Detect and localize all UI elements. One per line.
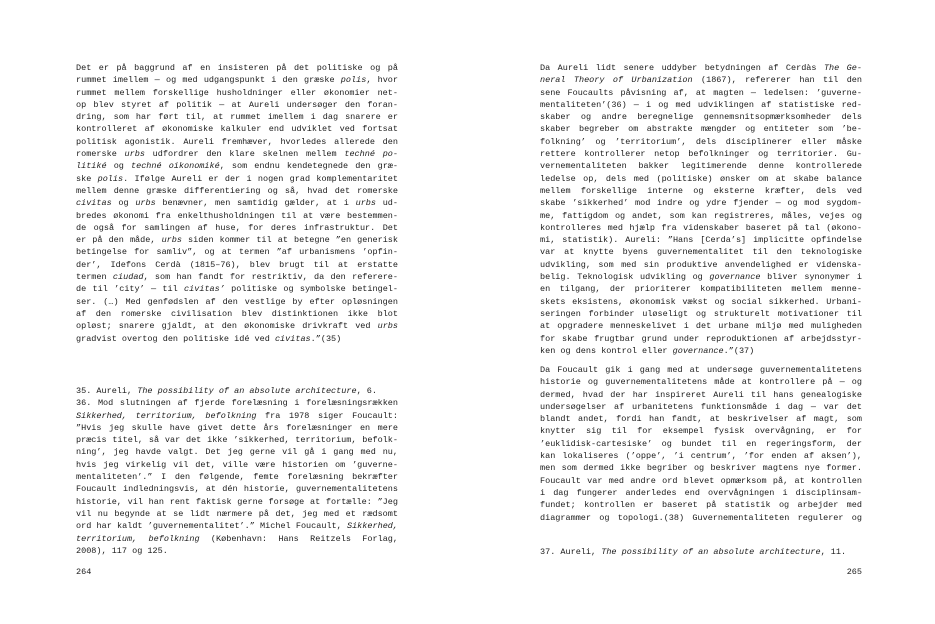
text-line: er på den måde, urbs siden kommer til at betegne ”en generisk [76, 235, 398, 246]
text-line: i dag fungerer anderledes end overvågningen i disciplinsam- [540, 487, 862, 498]
right-paragraph-2 [540, 364, 862, 524]
left-footnotes [76, 385, 398, 557]
text-line: 37. Aureli, The possibility of an absolute architecture, 11. [540, 547, 847, 557]
text-line: neral Theory of Urbanization (1867), refererer han til den [540, 75, 863, 86]
text-line: 2008), 117 og 125. [76, 545, 168, 556]
text-line: Foucault indledningsvis, at dén historie, guvernementalitetens [76, 484, 398, 495]
text-line: dermed, hvad der har inspireret Aureli til hans genealogiske [540, 389, 862, 400]
text-line: blandt andet, fordi han fandt, at beskrivelser af magt, som [540, 414, 862, 425]
text-line: skets eksistens, økonomisk vækst og social sikkerhed. Urbani- [540, 296, 862, 307]
text-line: hvis jeg virkelig vil det, ville være historien om ’guverne- [76, 459, 398, 470]
text-line: bredes økonomi fra enkelthusholdningen til at være bestemmen- [76, 210, 398, 221]
right-footnote [540, 546, 862, 558]
text-line: ser. (…) Med genfødslen af den vestlige by efter opløsningen [76, 296, 398, 307]
text-line: historie, vil han rent faktisk gerne forsøge at fortælle: ”Jeg [76, 496, 398, 507]
text-line: op blev styret af politik — at Aureli undersøger den foran- [76, 99, 398, 110]
text-line: undersøgelser af urbanitetens funktionsmåde i dag — var det [540, 401, 862, 412]
text-line: kontrolleret af økonomiske kalkuler end udviklet ved fortsat [76, 124, 398, 135]
text-line: kan lokaliseres (’oppe’, ’i centrum’, ’for enden af aksen’), [540, 451, 862, 462]
text-line: politisk agonistik. Aureli fremhæver, hvorledes allerede den [76, 136, 398, 147]
text-line: vernementaliteten bakker legitimerende denne kontrollerede [540, 161, 862, 172]
text-line: var at knytte byens guvernementalitet til den teknologiske [540, 247, 862, 258]
text-line: historie og guvernementalitetens måde at kontrollere på — og [540, 377, 862, 388]
text-line: termen ciudad, som han fandt for restriktiv, da den referere- [76, 272, 398, 283]
text-line: de også for samlingen af huse, for deres infrastruktur. Det [76, 222, 398, 233]
text-line: skabe ’sikkerhed’ mod indre og ydre fjender — og mod sygdom- [540, 198, 862, 209]
text-line: romerske urbs udfordrer den klare skelnen mellem techné po- [76, 149, 398, 160]
text-line: sene Foucaults påvisning af, at magten — ledelsen: ’guverne- [540, 87, 862, 98]
text-line: ske polis. Ifølge Aureli er der i nogen grad komplementaritet [76, 173, 398, 184]
text-line: diagrammer og topologi.(38) Guvernementaliteten regulerer og [540, 512, 862, 523]
text-line: folkning’ og ’territorium’, dels disciplinerer eller måske [540, 136, 862, 147]
left-page-number: 264 [76, 567, 92, 577]
text-line: dring, som har ført til, at rummet imellem i dag snarere er [76, 112, 398, 123]
text-line: rummet imellem — og med udgangspunkt i den græske polis, hvor [76, 75, 399, 86]
text-line: Foucault var med andre ord blevet opmærksom på, at kontrollen [540, 475, 862, 486]
text-line: mentaliteten’.” I den følgende, femte forelæsning bekræfter [76, 472, 398, 483]
text-line: litiké og techné oikonomiké, som endnu kendetegnede den græ- [76, 161, 399, 172]
text-line: der’, Idefons Cerdà (1815–76), blev brugt til at erstatte [76, 259, 398, 270]
text-line: Sikkerhed, territorium, befolkning fra 1978 siger Foucault: [76, 410, 398, 421]
text-line: 35. Aureli, The possibility of an absolute architecture, 6. [76, 386, 377, 396]
text-line: mellem forskellige interne og eksterne kræfter, dels ved [540, 185, 862, 196]
text-line: opløst; snarere gjaldt, at den økonomiske drivkraft ved urbs [76, 321, 398, 332]
text-line: vil nu begynde at se lidt nærmere på det, jeg med et rædsomt [76, 508, 398, 519]
text-line: ning’, jeg havde valgt. Det jeg gerne vil gå i gang med nu, [76, 447, 398, 458]
text-line: af den romerske civilisation blev distinktionen ikke blot [76, 308, 398, 319]
text-line: ”Hvis jeg skulle have givet dette års forelæsninger en mere [76, 422, 398, 433]
text-line: Det er på baggrund af en insisteren på det politiske og på [76, 63, 398, 73]
text-line: betingelse for samliv”, og at termen ”af urbanismens ’opfin- [76, 247, 398, 258]
text-line: rummet mellem forskellige husholdninger eller økonomier net- [76, 87, 398, 98]
text-line: mellem denne græske differentiering og så, hvad det romerske [76, 185, 398, 196]
text-line: ord har kaldt ’guvernementalitet’.” Michel Foucault, Sikkerhed, [76, 521, 398, 532]
text-line: rettere kontrollerer netop befolkninger og territorier. Gu- [540, 149, 862, 160]
text-line: seringen forbinder uløseligt og strukturelt motivationer til [540, 308, 862, 319]
text-line: en tilgang, der prioriterer kompatibiliteten mellem menne- [540, 284, 862, 295]
text-line: at opgradere menneskelivet i det urbane miljø med muligheden [540, 321, 862, 332]
text-line: me, fattigdom og andet, som kan registreres, måles, vejes og [540, 210, 862, 221]
text-line: mi, statistik). Aureli: ”Hans [Cerda’s] implicitte opfindelse [540, 235, 862, 246]
text-line: skaber begreber om abstrakte mængder og entiteter som ’be- [540, 124, 862, 135]
left-main-paragraph [76, 62, 398, 345]
text-line: for skabe frugtbar grund under reproduktionen af arbejdsstyr- [540, 333, 862, 344]
text-line: ’euklidisk-cartesiske’ og bundet til en regeringsform, der [540, 438, 862, 449]
text-line: udvikling, som med sin produktive anvendelighed er videnska- [540, 259, 862, 270]
text-line: ken og dens kontrol eller governance.”(37) [540, 345, 755, 356]
text-line: civitas og urbs benævner, men samtidig gælder, at i urbs ud- [76, 198, 399, 209]
text-line: kontrolleres med hjælp fra videnskaber baseret på tal (økono- [540, 222, 862, 233]
text-line: Da Aureli lidt senere uddyber betydningen af Cerdàs The Ge- [540, 63, 862, 73]
text-line: gradvist overtog den politiske idé ved civitas.”(35) [76, 333, 342, 344]
text-line: fundet; kontrollen er baseret på statistik og arbejder med [540, 500, 862, 511]
right-paragraph-1 [540, 62, 862, 357]
text-line: territorium, befolkning (København: Hans Reitzels Forlag, [76, 533, 398, 544]
text-line: belig. Teknologisk udvikling og governance bliver synonymer i [540, 272, 862, 283]
text-line: ledelse op, dels med (politiske) ønsker om at skabe balance [540, 173, 862, 184]
right-page-number: 265 [846, 567, 862, 577]
text-line: 36. Mod slutningen af fjerde forelæsning i forelæsningsrækken [76, 398, 398, 409]
text-line: de til ’city’ — til civitas’ politiske og symbolske betingel- [76, 284, 398, 295]
text-line: Da Foucault gik i gang med at undersøge guvernementalitetens [540, 365, 862, 375]
text-line: præcis titel, så var det ikke ’sikkerhed, territorium, befolk- [76, 435, 398, 446]
text-line: knytter sig til for eksempel fysisk overvågning, er for [540, 426, 862, 437]
text-line: skaber og andre beregnelige gennemsnitsopmærksomheder dels [540, 112, 862, 123]
text-line: mentaliteten’(36) — i og med udviklingen af statistiske red- [540, 99, 862, 110]
text-line: men som dermed ikke begriber og beskriver magtens nye former. [540, 463, 862, 474]
